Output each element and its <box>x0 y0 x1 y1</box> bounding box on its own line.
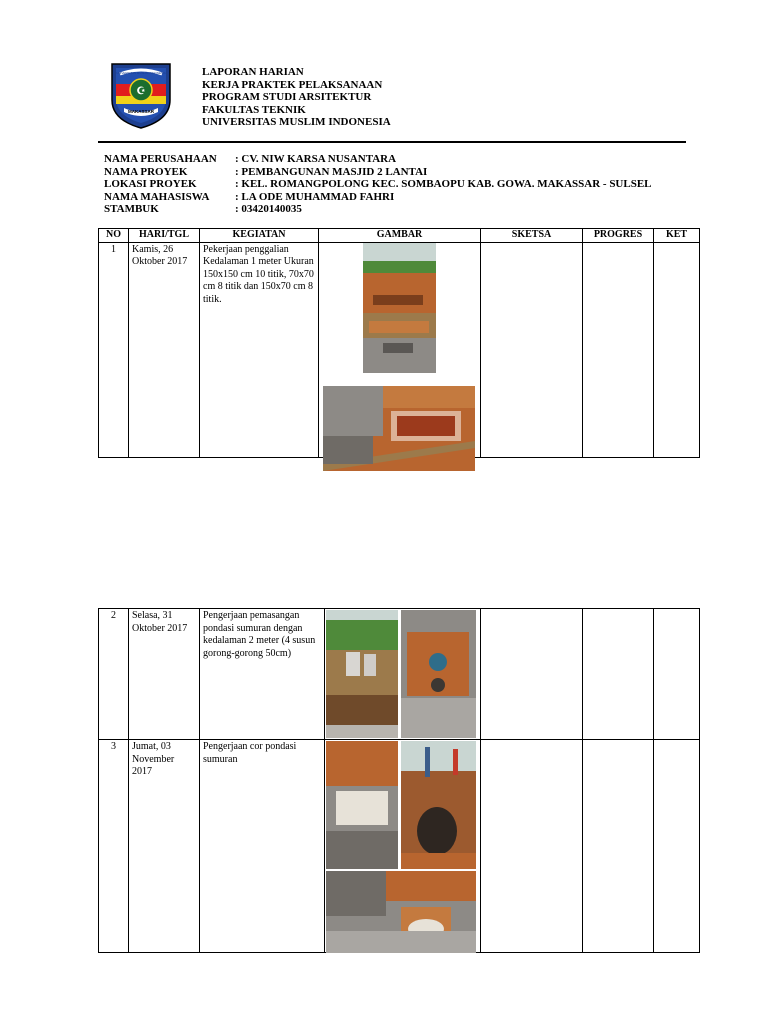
row-date: Kamis, 26 Oktober 2017 <box>129 242 200 457</box>
info-row-project <box>104 166 652 179</box>
row-progress <box>583 242 654 457</box>
info-value: : PEMBANGUNAN MASJID 2 LANTAI <box>235 165 428 178</box>
project-info <box>104 153 652 216</box>
foundation-photo <box>326 610 398 738</box>
info-key: NAMA PERUSAHAAN <box>104 153 217 165</box>
header-line: PROGRAM STUDI ARSITEKTUR <box>202 91 372 103</box>
info-row-stambuk <box>104 203 652 216</box>
row-progress <box>583 740 654 953</box>
svg-text:UNIVERSITAS MUSLIM INDONESIA: UNIVERSITAS MUSLIM INDONESIA <box>116 71 166 75</box>
info-value: : KEL. ROMANGPOLONG KEC. SOMBAOPU KAB. GOWA. MAKASSAR - SULSEL <box>235 178 652 190</box>
header-divider <box>98 141 686 143</box>
daily-report-table-continued <box>98 608 700 953</box>
row-progress <box>583 609 654 740</box>
foundation-photo <box>401 610 476 738</box>
info-value: : CV. NIW KARSA NUSANTARA <box>235 153 397 165</box>
table-row <box>99 609 700 740</box>
daily-report-table <box>98 228 700 458</box>
row-number: 3 <box>99 740 129 953</box>
excavation-photo <box>363 243 436 373</box>
row-sketch <box>481 242 583 457</box>
row-images <box>325 740 481 953</box>
col-header-image: GAMBAR <box>319 229 481 243</box>
casting-photo <box>326 741 398 869</box>
casting-photo <box>401 741 476 869</box>
info-key: NAMA PROYEK <box>104 165 188 178</box>
row-note <box>654 242 700 457</box>
table-row <box>99 740 700 953</box>
row-activity: Pekerjaan penggalian Kedalaman 1 meter Ukuran 150x150 cm 10 titik, 70x70 cm 8 titik dan 150x70 cm 8 titik. <box>200 242 319 457</box>
header-line: LAPORAN HARIAN <box>202 66 304 78</box>
row-activity: Pengerjaan pemasangan pondasi sumuran dengan kedalaman 2 meter (4 susun gorong-gorong 50cm) <box>200 609 325 740</box>
col-header-date: HARI/TGL <box>129 229 200 243</box>
university-crest-icon <box>110 60 172 130</box>
row-images <box>325 609 481 740</box>
row-sketch <box>481 609 583 740</box>
svg-text:MAKASSAR: MAKASSAR <box>127 109 155 114</box>
col-header-sketch: SKETSA <box>481 229 583 243</box>
info-row-company <box>104 153 652 166</box>
row-note <box>654 740 700 953</box>
info-value: : LA ODE MUHAMMAD FAHRI <box>235 190 395 203</box>
row-note <box>654 609 700 740</box>
col-header-activity: KEGIATAN <box>200 229 319 243</box>
row-sketch <box>481 740 583 953</box>
casting-photo <box>326 871 476 953</box>
row-number: 2 <box>99 609 129 740</box>
info-key: NAMA MAHASISWA <box>104 190 210 203</box>
col-header-note: KET <box>654 229 700 243</box>
info-key: STAMBUK <box>104 203 159 215</box>
row-date: Selasa, 31 Oktober 2017 <box>129 609 200 740</box>
row-number: 1 <box>99 242 129 457</box>
info-row-student <box>104 191 652 204</box>
university-logo <box>110 60 172 130</box>
col-header-progress: PROGRES <box>583 229 654 243</box>
info-row-location <box>104 178 652 191</box>
table-row <box>99 242 700 457</box>
col-header-no: NO <box>99 229 129 243</box>
row-date: Jumat, 03 November 2017 <box>129 740 200 953</box>
header-line: FAKULTAS TEKNIK <box>202 103 306 116</box>
row-activity: Pengerjaan cor pondasi sumuran <box>200 740 325 953</box>
table-header-row <box>99 229 700 243</box>
excavation-photo <box>323 386 475 471</box>
info-key: LOKASI PROYEK <box>104 178 197 190</box>
svg-text:☪: ☪ <box>136 86 146 97</box>
header-line: UNIVERSITAS MUSLIM INDONESIA <box>202 116 391 128</box>
report-header <box>202 66 391 129</box>
header-line: KERJA PRAKTEK PELAKSANAAN <box>202 78 383 91</box>
info-value: : 03420140035 <box>235 203 302 215</box>
row-images <box>319 242 481 457</box>
